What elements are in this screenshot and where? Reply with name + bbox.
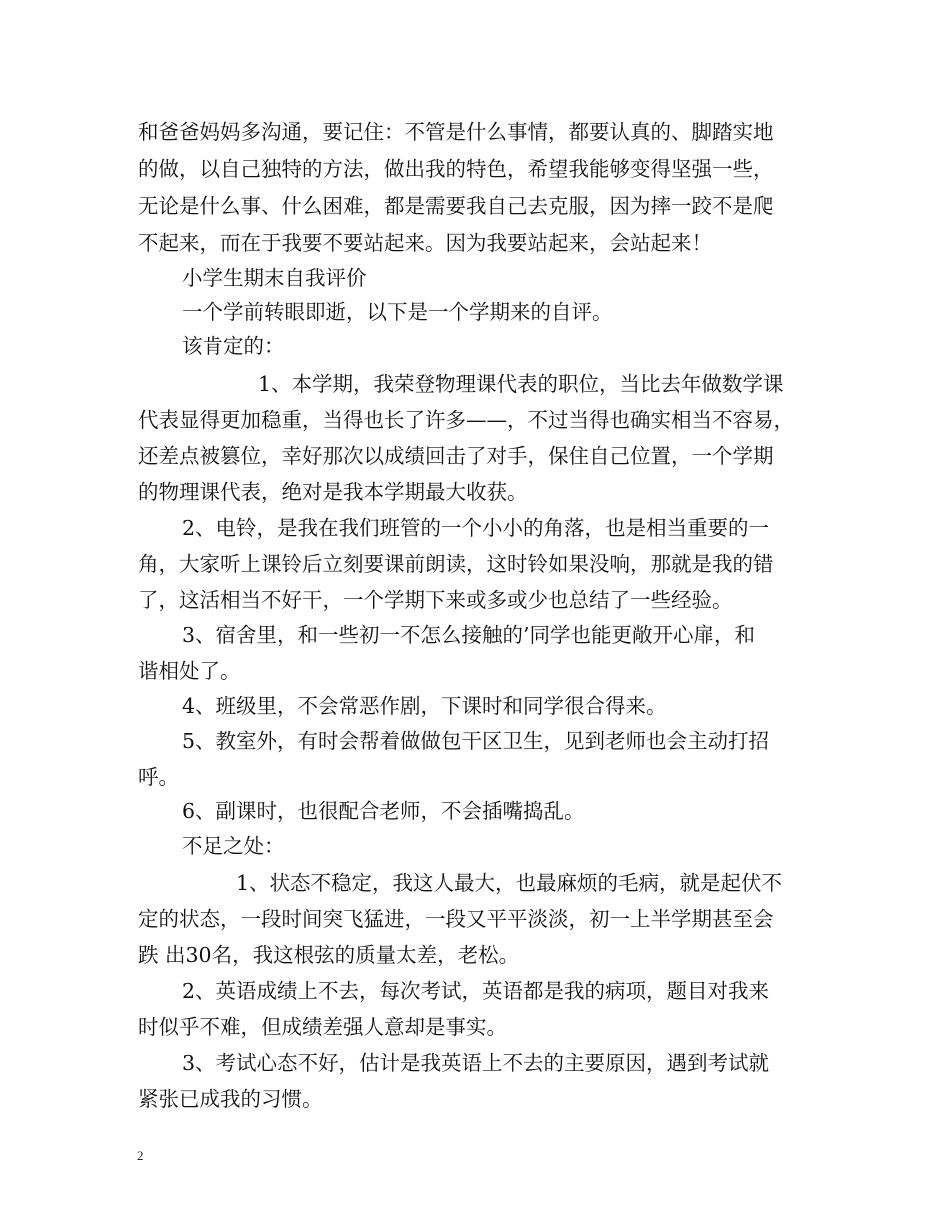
subheading: 该肯定的： <box>182 334 285 358</box>
text-line: 1、状态不稳定，我这人最大，也最麻烦的毛病，就是起伏不 <box>236 871 783 895</box>
text-line: 3、考试心态不好，估计是我英语上不去的主要原因，遇到考试就 <box>182 1051 770 1075</box>
text-line: 6、副课时，也很配合老师，不会插嘴捣乱。 <box>182 799 585 823</box>
text-line: 角，大家听上课铃后立刻要课前朗读，这时铃如果没响，那就是我的错 <box>138 552 774 576</box>
text-line: 的物理课代表，绝对是我本学期最大收获。 <box>138 480 528 504</box>
text-line: 5、教室外，有时会帮着做做包干区卫生，见到老师也会主动打招 <box>182 729 770 753</box>
text-line: 不起来，而在于我要不要站起来。因为我要站起来，会站起来！ <box>138 231 712 255</box>
text-line: 4、班级里，不会常恶作剧，下课时和同学很合得来。 <box>182 694 667 718</box>
text-line: 跌 出30名，我这根弦的质量太差，老松。 <box>138 943 520 967</box>
text-line: 1、本学期，我荣登物理课代表的职位，当比去年做数学课 <box>258 372 784 396</box>
text-line: 2、电铃，是我在我们班管的一个小小的角落，也是相当重要的一 <box>182 516 770 540</box>
text-line: 紧张已成我的习惯。 <box>138 1087 323 1111</box>
text-line: 了，这活相当不好干，一个学期下来或多或少也总结了一些经验。 <box>138 588 733 612</box>
text-line: 定的状态，一段时间突飞猛进，一段又平平淡淡，初一上半学期甚至会 <box>138 907 774 931</box>
section-heading: 小学生期末自我评价 <box>182 266 367 290</box>
text-line: 无论是什么事、什么困难，都是需要我自己去克服，因为摔一跤不是爬 <box>138 194 774 218</box>
text-line: 谐相处了。 <box>138 659 241 683</box>
text-line: 呼。 <box>138 765 179 789</box>
text-line: 时似乎不难，但成绩差强人意却是事实。 <box>138 1015 507 1039</box>
text-line: 和爸爸妈妈多沟通，要记住：不管是什么事情，都要认真的、脚踏实地 <box>138 120 774 144</box>
text-line: 3、宿舍里，和一些初一不怎么接触的’同学也能更敞开心扉，和 <box>182 623 756 647</box>
text-line: 代表显得更加稳重，当得也长了许多——，不过当得也确实相当不容易， <box>138 408 794 432</box>
text-line: 的做，以自己独特的方法，做出我的特色，希望我能够变得坚强一些， <box>138 157 774 181</box>
text-line: 还差点被篡位，幸好那次以成绩回击了对手，保住自己位置，一个学期 <box>138 444 774 468</box>
text-line: 一个学前转眼即逝，以下是一个学期来的自评。 <box>182 300 613 324</box>
page-number: 2 <box>137 1148 144 1163</box>
subheading: 不足之处： <box>182 834 285 858</box>
text-line: 2、英语成绩上不去，每次考试，英语都是我的病项，题目对我来 <box>182 979 770 1003</box>
